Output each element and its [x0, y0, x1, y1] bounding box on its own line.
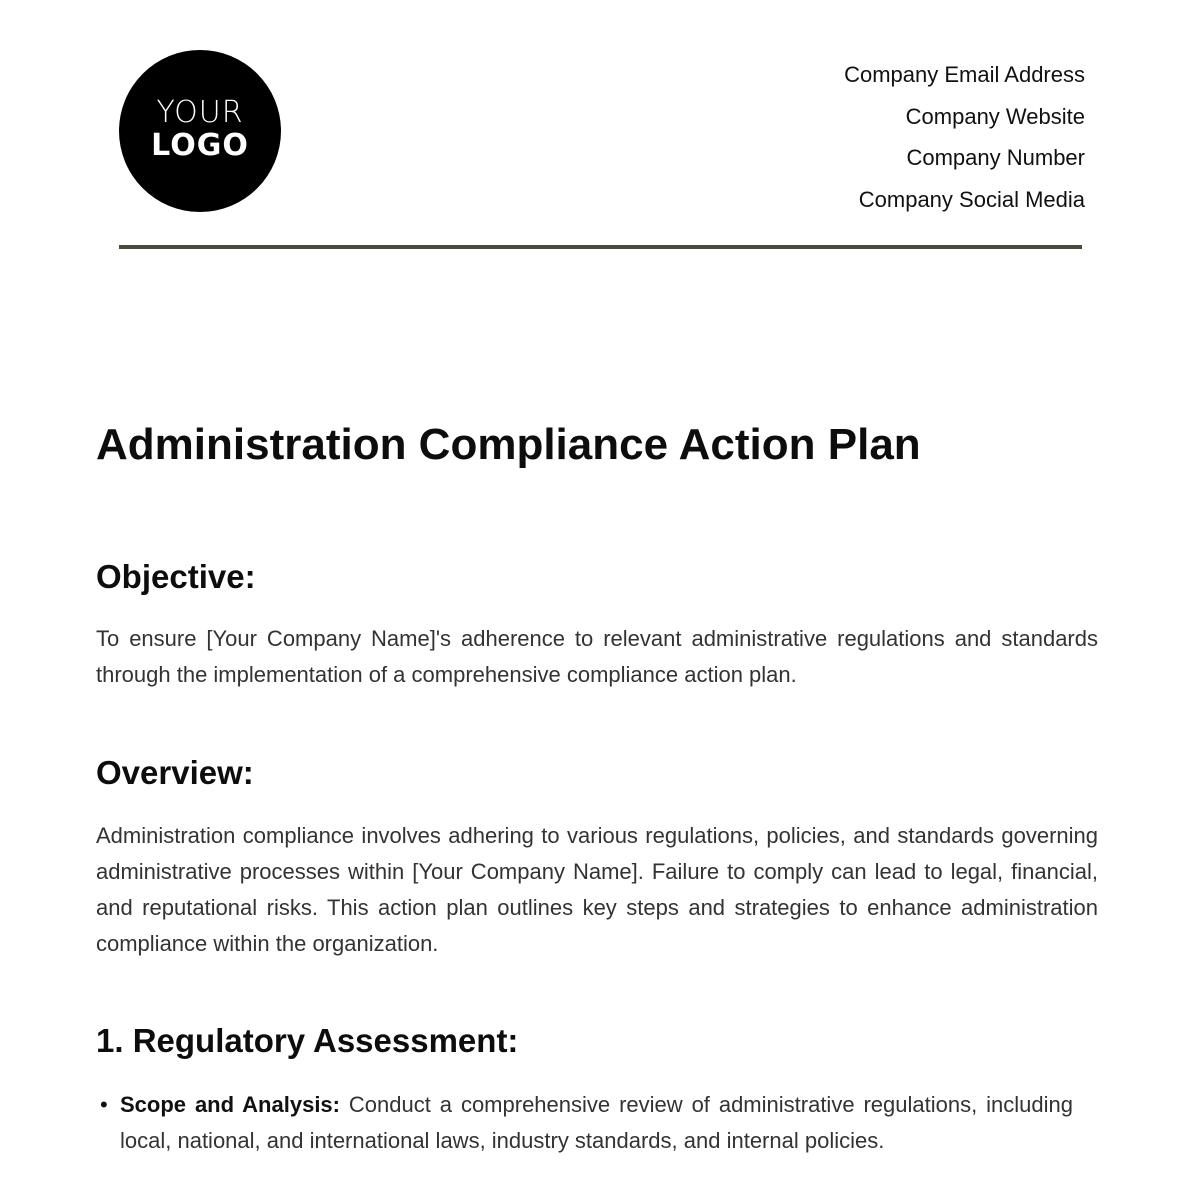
document-title: Administration Compliance Action Plan	[96, 420, 921, 469]
objective-heading: Objective:	[96, 558, 256, 595]
company-contact-block	[844, 54, 1085, 221]
company-logo	[119, 50, 281, 212]
company-email: Company Email Address	[844, 62, 1085, 87]
company-social-media: Company Social Media	[858, 187, 1085, 213]
logo-text-your: YOUR	[156, 95, 244, 130]
bullet-term: Scope and Analysis:	[120, 1092, 349, 1117]
bullet-text: Conduct a comprehensive review of administrative regulations, including local, national, and international laws, industry standards, and internal policies.	[120, 1092, 1073, 1153]
overview-text: Administration compliance involves adhering to various regulations, policies, and standards governing administrative processes within [Your Company Name]. Failure to comply can lead to legal, financial, and reputational risks. This action plan outlines key steps and strategies to enhance administration compliance within the organization.	[96, 823, 1098, 956]
objective-text: To ensure [Your Company Name]'s adherence to relevant administrative regulations and standards through the implementation of a comprehensive compliance action plan.	[96, 626, 1098, 687]
bullet-icon: •	[100, 1092, 108, 1117]
list-item	[96, 1087, 1073, 1159]
logo-text-logo: LOGO	[151, 128, 249, 163]
regulatory-assessment-heading: 1. Regulatory Assessment:	[96, 1022, 519, 1059]
header-divider	[119, 245, 1082, 249]
regulatory-assessment-list	[96, 1087, 1073, 1159]
company-number: Company Number	[906, 145, 1085, 171]
overview-heading: Overview:	[96, 754, 254, 791]
company-website: Company Website	[905, 103, 1085, 129]
